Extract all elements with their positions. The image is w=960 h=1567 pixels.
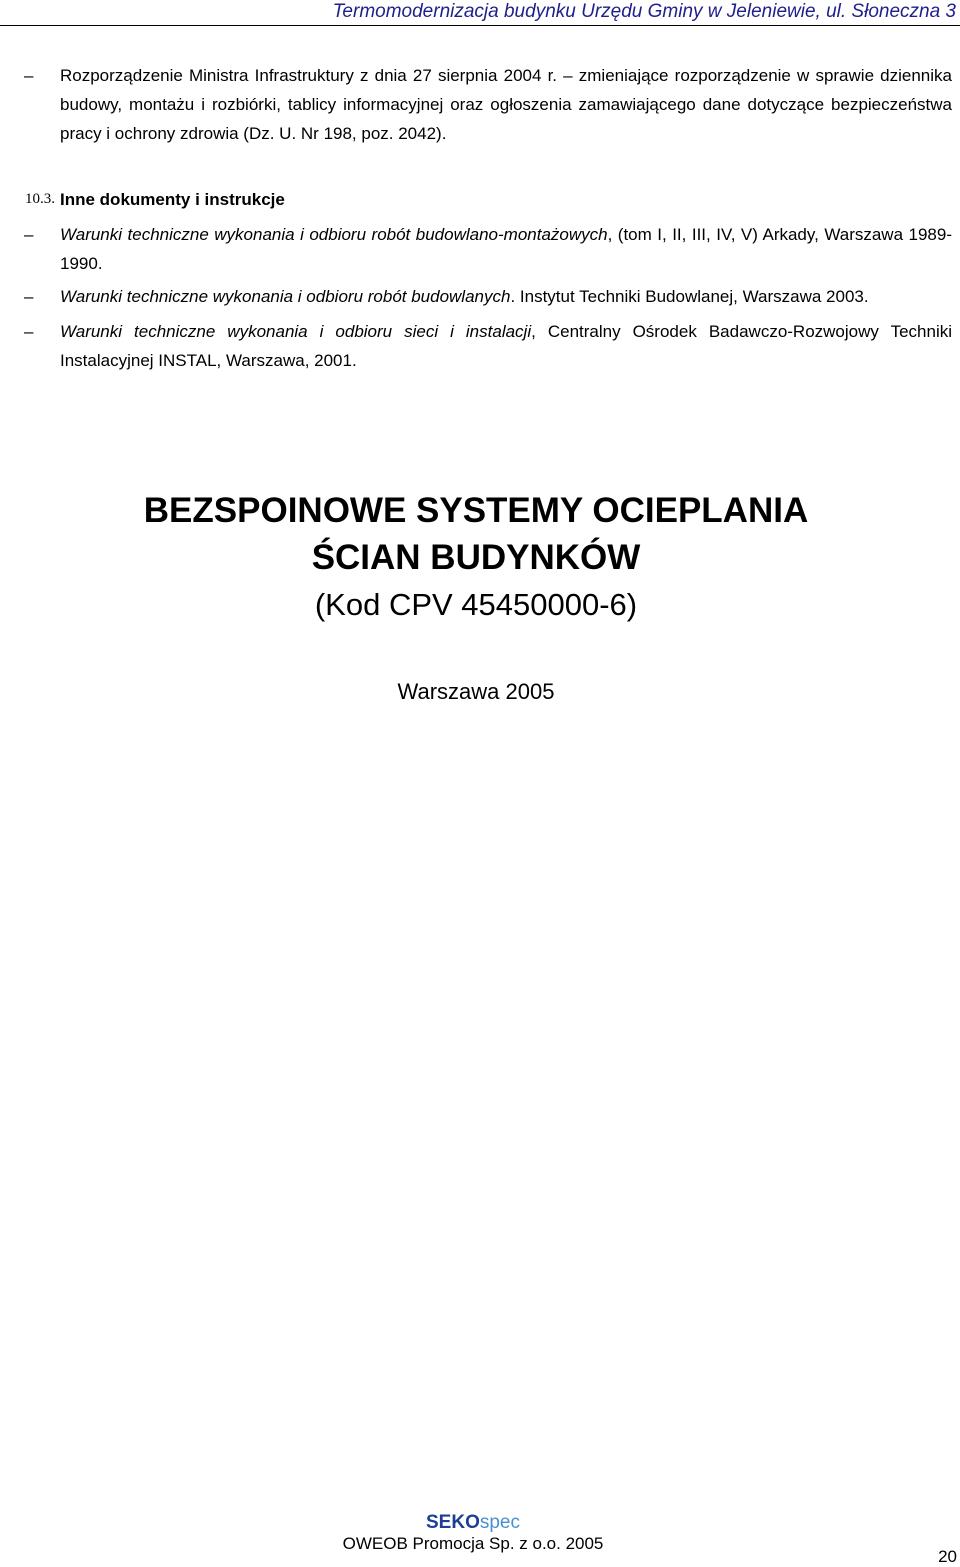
spec-title-line-2: ŚCIAN BUDYNKÓW bbox=[311, 538, 641, 577]
section-number: 10.3. bbox=[25, 191, 55, 207]
logo-part-1: SEKO bbox=[426, 1512, 480, 1533]
spec-title-line-1: BEZSPOINOWE SYSTEMY OCIEPLANIA bbox=[143, 491, 809, 530]
header-rule bbox=[0, 25, 960, 26]
list-dash: – bbox=[24, 66, 34, 85]
reference-title: Warunki techniczne wykonania i odbioru sieci i instalacji bbox=[60, 322, 532, 341]
list-dash: – bbox=[24, 287, 34, 306]
running-header: Termomodernizacja budynku Urzędu Gminy w Jeleniewie, ul. Słoneczna 3 bbox=[332, 1, 956, 22]
page-number: 20 bbox=[938, 1547, 957, 1566]
list-dash: – bbox=[24, 225, 34, 244]
reference-title: Warunki techniczne wykonania i odbioru robót budowlano-montażowych bbox=[60, 225, 608, 244]
reference-details: , Centralny Ośrodek Badawczo-Rozwojowy Techniki Instalacyjnej INSTAL, Warszawa, 2001. bbox=[60, 322, 953, 370]
footer-company: OWEOB Promocja Sp. z o.o. 2005 bbox=[342, 1534, 604, 1553]
reference-item bbox=[60, 220, 952, 278]
place-date: Warszawa 2005 bbox=[397, 679, 555, 704]
reference-details: , (tom I, II, III, IV, V) Arkady, Warszawa 1989-1990. bbox=[60, 225, 953, 273]
logo-part-2: spec bbox=[479, 1512, 520, 1533]
list-dash: – bbox=[24, 322, 34, 341]
reference-item bbox=[60, 317, 952, 375]
cpv-code: (Kod CPV 45450000-6) bbox=[314, 587, 638, 622]
section-title: Inne dokumenty i instrukcje bbox=[60, 190, 285, 209]
reference-item bbox=[60, 282, 952, 311]
reference-title: Warunki techniczne wykonania i odbioru robót budowlanych bbox=[60, 287, 511, 306]
reference-details: . Instytut Techniki Budowlanej, Warszawa 2003. bbox=[510, 287, 869, 306]
regulation-item: Rozporządzenie Ministra Infrastruktury z dnia 27 sierpnia 2004 r. – zmieniające rozporządzenie w sprawie dziennika budowy, montażu i rozbiórki, tablicy informacyjnej oraz ogłoszenia zamawiającego dane dotyczące bezpieczeństwa pracy i ochrony zdrowia (Dz. U. Nr 198, poz. 2042). bbox=[60, 66, 952, 143]
sekospec-logo bbox=[0, 1511, 946, 1535]
